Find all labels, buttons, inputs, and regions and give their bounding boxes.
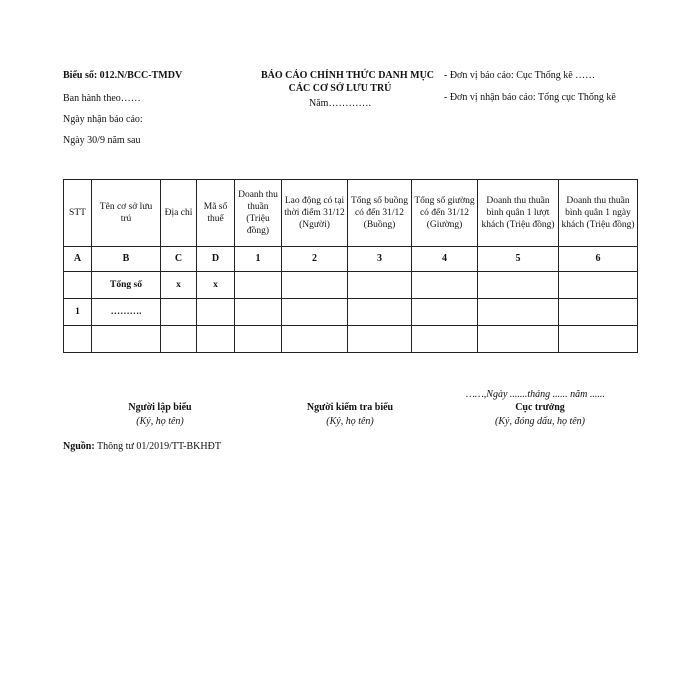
header-cell: Mã số thuế bbox=[197, 180, 235, 247]
header-cell: STT bbox=[64, 180, 92, 247]
table-cell[interactable] bbox=[235, 326, 282, 353]
report-year: Năm…………. bbox=[309, 98, 371, 109]
director-title: Cục trưởng bbox=[515, 402, 565, 413]
preparer-title: Người lập biểu bbox=[128, 402, 192, 413]
code-cell: D bbox=[197, 247, 235, 272]
table-cell[interactable] bbox=[282, 299, 348, 326]
source-text: Thông tư 01/2019/TT-BKHĐT bbox=[97, 441, 221, 452]
table-cell: x bbox=[161, 272, 197, 299]
form-number: Biểu số: 012.N/BCC-TMDV bbox=[63, 70, 183, 81]
table-cell[interactable] bbox=[412, 299, 478, 326]
header-cell: Doanh thu thuần (Triệu đồng) bbox=[235, 180, 282, 247]
report-title-line2: CÁC CƠ SỞ LƯU TRÚ bbox=[288, 83, 392, 94]
table-cell[interactable] bbox=[412, 326, 478, 353]
table-cell[interactable] bbox=[197, 326, 235, 353]
issued-by: Ban hành theo…… bbox=[63, 93, 141, 104]
checker-note: (Ký, họ tên) bbox=[326, 416, 374, 427]
table-cell[interactable] bbox=[559, 272, 638, 299]
reporting-unit: - Đơn vị báo cáo: Cục Thống kê …… bbox=[444, 70, 596, 81]
header-row bbox=[64, 180, 638, 247]
date-line: ……,Ngày .......tháng ...... năm ...... bbox=[466, 389, 605, 400]
table-row bbox=[64, 299, 638, 326]
director-note: (Ký, đóng dấu, họ tên) bbox=[495, 416, 585, 427]
table-cell[interactable] bbox=[64, 326, 92, 353]
report-title-line1: BÁO CÁO CHÍNH THỨC DANH MỤC bbox=[260, 70, 435, 81]
source-label: Nguồn: bbox=[63, 441, 95, 452]
table-cell[interactable] bbox=[64, 272, 92, 299]
table-cell[interactable] bbox=[282, 272, 348, 299]
code-cell: A bbox=[64, 247, 92, 272]
header-cell: Tên cơ sở lưu trú bbox=[92, 180, 161, 247]
table-cell[interactable] bbox=[197, 299, 235, 326]
table-cell[interactable] bbox=[559, 326, 638, 353]
header-cell: Doanh thu thuần bình quân 1 ngày khách (Triệu đồng) bbox=[559, 180, 638, 247]
received-date-value: Ngày 30/9 năm sau bbox=[63, 135, 141, 146]
total-row bbox=[64, 272, 638, 299]
table-cell: 1 bbox=[64, 299, 92, 326]
code-cell: 3 bbox=[348, 247, 412, 272]
header-cell: Tổng số buồng có đến 31/12 (Buồng) bbox=[348, 180, 412, 247]
table-cell[interactable] bbox=[348, 299, 412, 326]
header-cell: Doanh thu thuần bình quân 1 lượt khách (Triệu đồng) bbox=[478, 180, 559, 247]
table-cell[interactable] bbox=[282, 326, 348, 353]
table-cell[interactable] bbox=[161, 299, 197, 326]
table-cell[interactable] bbox=[161, 326, 197, 353]
table-cell[interactable] bbox=[235, 272, 282, 299]
table-cell[interactable] bbox=[235, 299, 282, 326]
code-cell: C bbox=[161, 247, 197, 272]
receiving-unit: - Đơn vị nhận báo cáo: Tổng cục Thống kê bbox=[444, 92, 616, 103]
table-cell[interactable] bbox=[412, 272, 478, 299]
table-cell[interactable] bbox=[478, 326, 559, 353]
total-label-cell: Tổng số bbox=[92, 272, 161, 299]
table-cell[interactable] bbox=[92, 326, 161, 353]
header-cell: Tổng số giường có đến 31/12 (Giường) bbox=[412, 180, 478, 247]
header-cell: Địa chỉ bbox=[161, 180, 197, 247]
received-date-label: Ngày nhận báo cáo: bbox=[63, 114, 143, 125]
code-cell: 1 bbox=[235, 247, 282, 272]
header-cell: Lao động có tại thời điểm 31/12 (Người) bbox=[282, 180, 348, 247]
code-cell: 6 bbox=[559, 247, 638, 272]
code-cell: 5 bbox=[478, 247, 559, 272]
table-cell[interactable] bbox=[559, 299, 638, 326]
code-cell: 4 bbox=[412, 247, 478, 272]
table-cell[interactable] bbox=[478, 299, 559, 326]
table-cell[interactable] bbox=[478, 272, 559, 299]
table-cell: x bbox=[197, 272, 235, 299]
table-cell[interactable] bbox=[348, 326, 412, 353]
code-cell: 2 bbox=[282, 247, 348, 272]
code-cell: B bbox=[92, 247, 161, 272]
table-row bbox=[64, 326, 638, 353]
report-table bbox=[63, 179, 638, 353]
code-row bbox=[64, 247, 638, 272]
table-cell[interactable] bbox=[348, 272, 412, 299]
preparer-note: (Ký, họ tên) bbox=[136, 416, 184, 427]
checker-title: Người kiểm tra biểu bbox=[306, 402, 394, 413]
source-line bbox=[63, 440, 221, 453]
table-cell[interactable]: ………. bbox=[92, 299, 161, 326]
